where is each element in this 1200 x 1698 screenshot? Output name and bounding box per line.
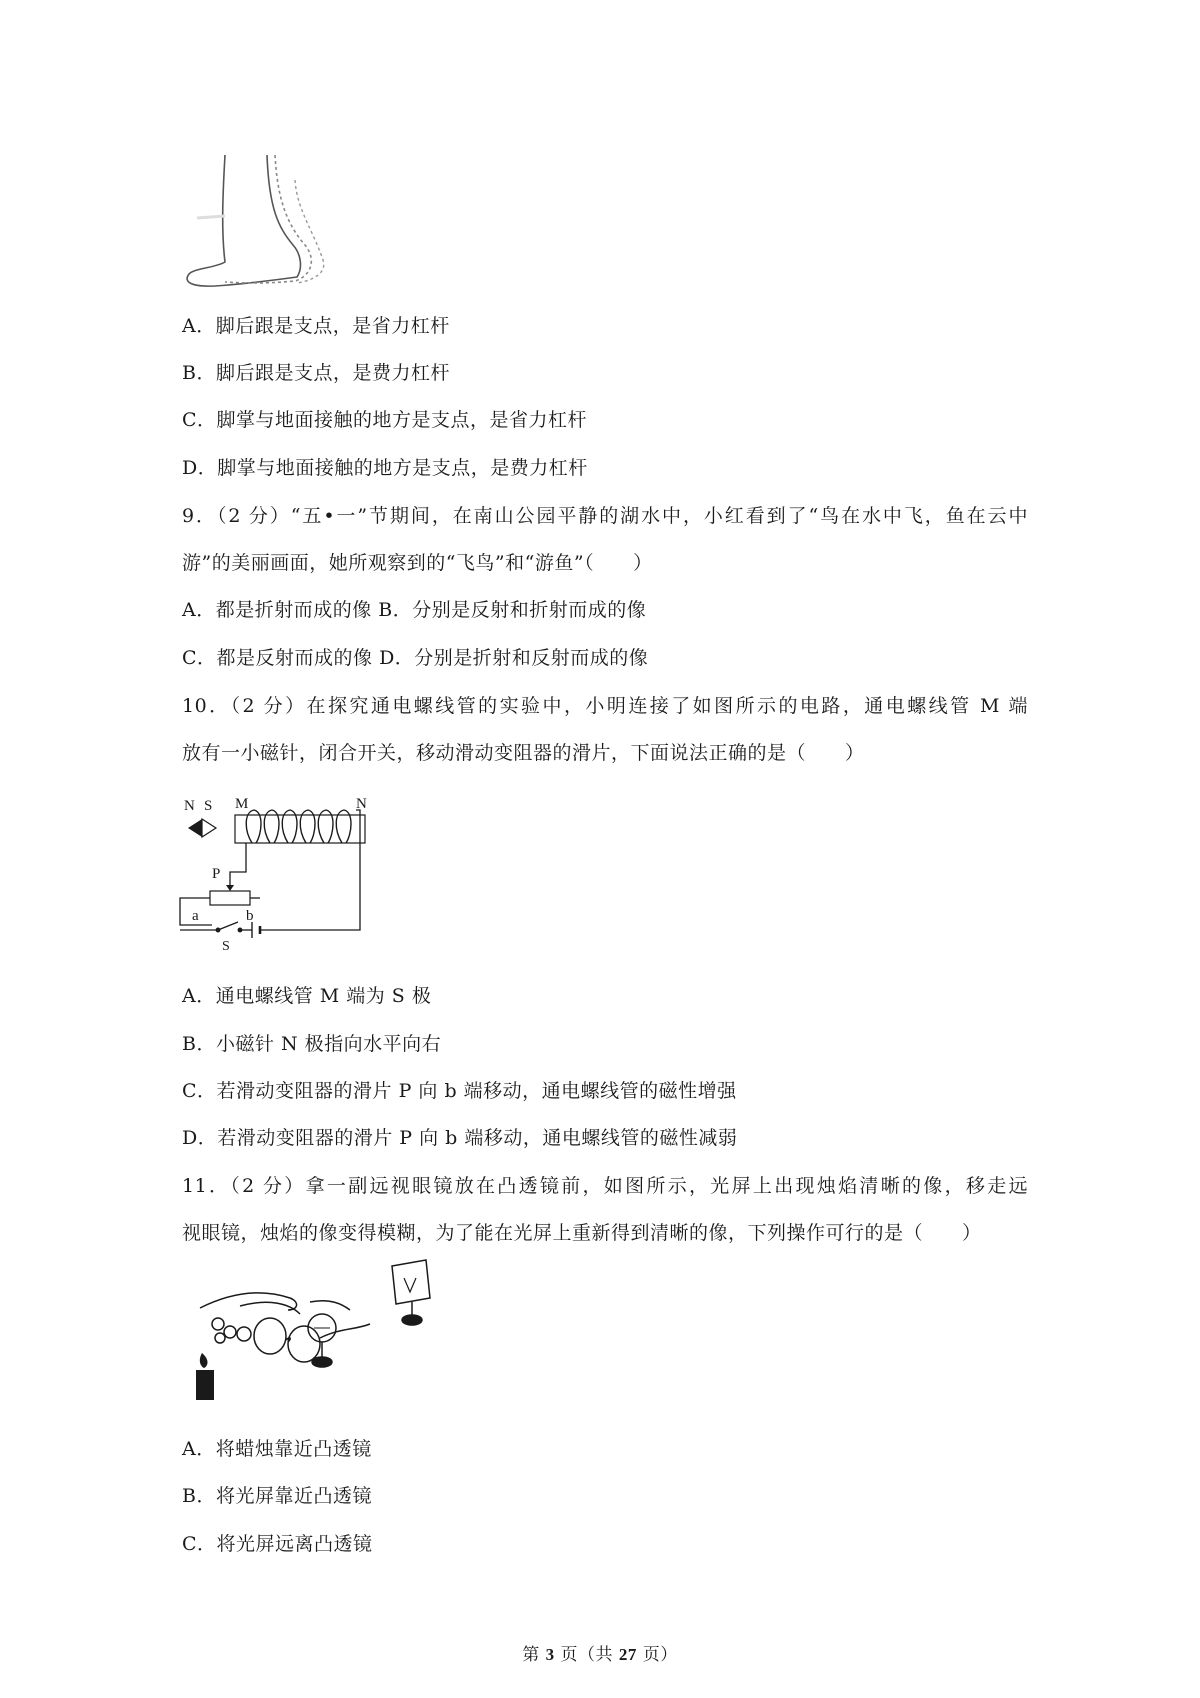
rheostat bbox=[210, 891, 250, 905]
switch-s-label: S bbox=[222, 939, 230, 954]
footer-page-number: 3 bbox=[545, 1645, 555, 1664]
q11-stem-line-1: 11．（2 分）拿一副远视眼镜放在凸透镜前，如图所示，光屏上出现烛焰清晰的像，移走远 bbox=[182, 1175, 1028, 1197]
page-footer bbox=[0, 1640, 1200, 1665]
compass-n-label: N bbox=[184, 798, 195, 814]
q8-option-d[interactable]: D．脚掌与地面接触的地方是支点，是费力杠杆 bbox=[182, 457, 588, 479]
hand-holding-glasses bbox=[200, 1293, 370, 1362]
q8-option-b[interactable]: B．脚后跟是支点，是费力杠杆 bbox=[182, 362, 450, 384]
q10-option-b[interactable]: B．小磁针 N 极指向水平向右 bbox=[182, 1033, 442, 1055]
rheostat-a-label: a bbox=[192, 908, 199, 924]
candle bbox=[196, 1353, 214, 1400]
q9-stem-line-1: 9．（2 分）“五•一”节期间，在南山公园平静的湖水中，小红看到了“鸟在水中飞，鱼在云中 bbox=[182, 505, 1028, 527]
q10-stem-line-1: 10．（2 分）在探究通电螺线管的实验中，小明连接了如图所示的电路，通电螺线管 M 端 bbox=[182, 695, 1028, 717]
footer-total-pages: 27 bbox=[618, 1645, 637, 1664]
q10-option-d[interactable]: D．若滑动变阻器的滑片 P 向 b 端移动，通电螺线管的磁性减弱 bbox=[182, 1127, 738, 1149]
compass-s-label: S bbox=[204, 798, 213, 814]
q11-option-b[interactable]: B．将光屏靠近凸透镜 bbox=[182, 1485, 372, 1507]
screen-stand bbox=[392, 1260, 430, 1325]
q11-option-a[interactable]: A．将蜡烛靠近凸透镜 bbox=[182, 1438, 372, 1460]
solenoid-m-label: M bbox=[235, 796, 249, 812]
lens-glasses-figure bbox=[180, 1258, 440, 1403]
q8-option-a[interactable]: A．脚后跟是支点，是省力杠杆 bbox=[182, 315, 450, 337]
rheostat-b-label: b bbox=[246, 908, 254, 924]
q9-stem-line-2: 游”的美丽画面，她所观察到的“飞鸟”和“游鱼”（ ） bbox=[182, 552, 653, 574]
solenoid-n-label: N bbox=[356, 796, 367, 812]
slider-p-label: P bbox=[212, 866, 221, 882]
foot-lever-figure bbox=[185, 150, 335, 300]
footer-suffix: 页） bbox=[636, 1645, 678, 1665]
q11-option-c[interactable]: C．将光屏远离凸透镜 bbox=[182, 1533, 373, 1555]
q10-stem-line-2: 放有一小磁针，闭合开关，移动滑动变阻器的滑片，下面说法正确的是（ ） bbox=[182, 742, 865, 764]
q9-options-line-1[interactable]: A．都是折射而成的像 B．分别是反射和折射而成的像 bbox=[182, 599, 647, 621]
solenoid-circuit-figure bbox=[180, 790, 400, 954]
footer-prefix: 第 bbox=[522, 1645, 546, 1665]
q10-option-c[interactable]: C．若滑动变阻器的滑片 P 向 b 端移动，通电螺线管的磁性增强 bbox=[182, 1080, 737, 1102]
switch-symbol bbox=[216, 922, 242, 932]
footer-middle: 页（共 bbox=[554, 1645, 619, 1665]
q11-stem-line-2: 视眼镜，烛焰的像变得模糊，为了能在光屏上重新得到清晰的像，下列操作可行的是（ ） bbox=[182, 1222, 982, 1244]
q10-option-a[interactable]: A．通电螺线管 M 端为 S 极 bbox=[182, 985, 432, 1007]
compass-needle bbox=[188, 819, 216, 837]
q9-options-line-2[interactable]: C．都是反射而成的像 D．分别是折射和反射而成的像 bbox=[182, 647, 649, 669]
slider-arrow bbox=[226, 885, 234, 891]
battery-symbol bbox=[252, 922, 260, 938]
q8-option-c[interactable]: C．脚掌与地面接触的地方是支点，是省力杠杆 bbox=[182, 409, 588, 431]
